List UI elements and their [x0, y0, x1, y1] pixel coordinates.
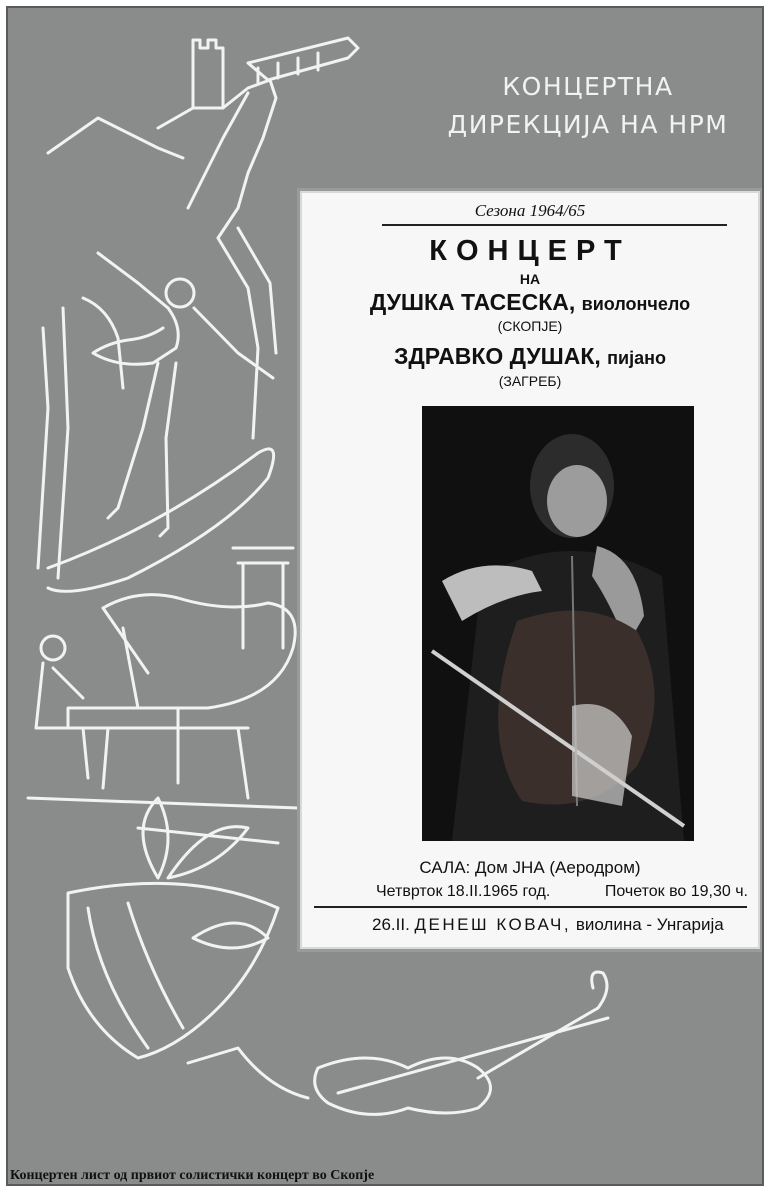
figure-caption: Концертен лист од првиот солистички концерт во Скопје — [10, 1168, 375, 1183]
leaves-drawing — [143, 798, 268, 948]
performer-1-instrument: виолончело — [581, 294, 691, 314]
stage-curtain-drawing — [38, 228, 276, 591]
performer-2-instrument: пијано — [607, 348, 666, 368]
next-concert-line — [372, 915, 752, 935]
concert-date: Четврток 18.II.1965 год. — [376, 883, 551, 900]
violin-drawing — [315, 972, 608, 1114]
cellist-photo — [422, 406, 694, 841]
performer-1-name: ДУШКА ТАСЕСКА, — [369, 289, 576, 315]
performer-2-city: (ЗАГРЕБ) — [498, 373, 562, 389]
performer-2 — [302, 343, 758, 370]
organization-line-2: ДИРЕКЦИЈА НА НРМ — [447, 110, 729, 139]
organization-line-1: КОНЦЕРТНА — [502, 72, 674, 101]
cellist-photo-image — [422, 406, 694, 841]
program-card — [300, 191, 760, 949]
concert-title: КОНЦЕРТ — [429, 235, 631, 267]
concert-poster — [6, 6, 764, 1186]
performer-1-city: (СКОПЈЕ) — [497, 318, 563, 334]
organization-header — [408, 68, 764, 144]
divider — [382, 224, 727, 226]
venue-line: САЛА: Дом ЈНА (Аеродром) — [419, 858, 641, 877]
cornucopia-drawing — [68, 883, 308, 1098]
column-drawing — [233, 548, 293, 648]
next-concert-date: 26.II. — [372, 915, 410, 934]
next-concert-performer: ДЕНЕШ КОВАЧ, — [414, 915, 572, 934]
ballerina-drawing — [93, 253, 273, 536]
performer-2-name: ЗДРАВКО ДУШАК, — [394, 343, 601, 369]
preposition-label: НА — [519, 271, 541, 287]
season-label: Сезона 1964/65 — [474, 201, 586, 220]
date-line — [376, 883, 756, 901]
start-time: Почеток во 19,30 ч. — [604, 883, 748, 900]
next-concert-detail: виолина - Унгарија — [575, 915, 724, 934]
performer-1 — [302, 289, 758, 316]
floor-lines-drawing — [28, 798, 298, 843]
divider — [314, 906, 747, 908]
grand-piano-drawing — [68, 595, 295, 798]
